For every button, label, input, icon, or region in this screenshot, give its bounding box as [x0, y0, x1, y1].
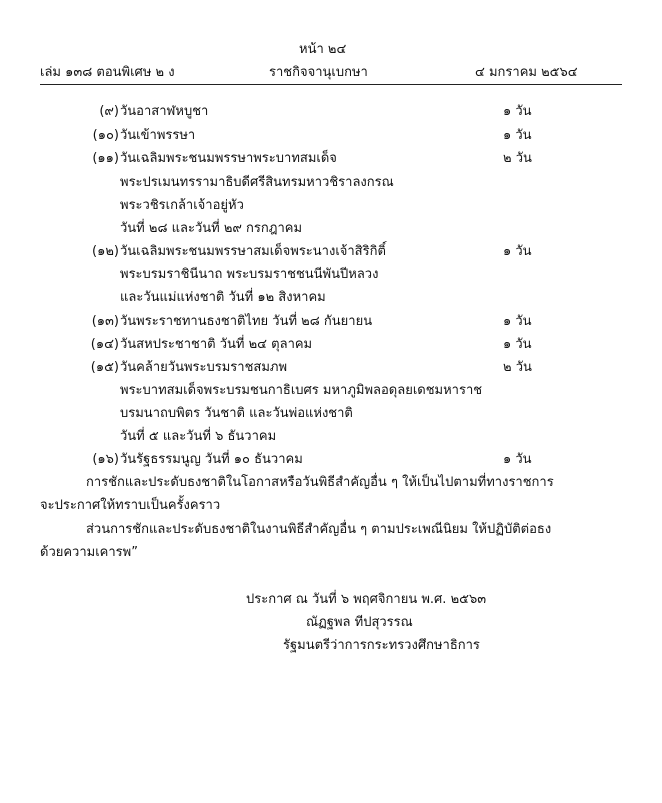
item-number: (๙) [99, 104, 119, 119]
item-continuation: พระปรเมนทรรามาธิบดีศรีสินทรมหาวชิราลงกรณ [120, 175, 394, 190]
item-number: (๑๑) [92, 151, 119, 166]
item-text: วันพระราชทานธงชาติไทย วันที่ ๒๘ กันยายน [120, 314, 373, 329]
item-number: (๑๖) [92, 452, 119, 467]
gazette-title: ราชกิจจานุเบกษา [269, 65, 368, 80]
item-continuation: วันที่ ๕ และวันที่ ๖ ธันวาคม [120, 429, 277, 444]
issue-date: ๔ มกราคม ๒๕๖๔ [475, 65, 578, 80]
item-continuation: พระบาทสมเด็จพระบรมชนกาธิเบศร มหาภูมิพลอดุลยเดชมหาราช [120, 383, 483, 398]
signatory-position: รัฐมนตรีว่าการกระทรวงศึกษาธิการ [283, 638, 480, 653]
item-days: ๑ วัน [503, 244, 532, 259]
item-text: วันรัฐธรรมนูญ วันที่ ๑๐ ธันวาคม [120, 452, 303, 467]
announcement-date: ประกาศ ณ วันที่ ๖ พฤศจิกายน พ.ศ. ๒๕๖๓ [246, 592, 487, 607]
item-days: ๒ วัน [503, 360, 532, 375]
paragraph-line: ส่วนการชักและประดับธงชาติในงานพิธีสำคัญอื่น ๆ ตามประเพณีนิยม ให้ปฏิบัติต่อธง [86, 522, 552, 537]
header-divider [40, 84, 622, 85]
item-days: ๑ วัน [503, 337, 532, 352]
item-days: ๑ วัน [503, 128, 532, 143]
paragraph-line: ด้วยความเคารพ” [40, 545, 138, 560]
item-continuation: วันที่ ๒๘ และวันที่ ๒๙ กรกฎาคม [120, 221, 303, 236]
item-number: (๑๐) [92, 128, 119, 143]
item-days: ๒ วัน [503, 151, 532, 166]
item-days: ๑ วัน [503, 314, 532, 329]
item-days: ๑ วัน [503, 452, 532, 467]
item-text: วันคล้ายวันพระบรมราชสมภพ [120, 360, 288, 375]
item-number: (๑๓) [91, 314, 119, 329]
item-text: วันเฉลิมพระชนมพรรษาสมเด็จพระนางเจ้าสิริกิติ์ [120, 244, 386, 259]
item-continuation: และวันแม่แห่งชาติ วันที่ ๑๒ สิงหาคม [120, 290, 326, 305]
paragraph-line: จะประกาศให้ทราบเป็นครั้งคราว [40, 498, 221, 513]
item-number: (๑๕) [90, 360, 119, 375]
item-number: (๑๔) [90, 337, 119, 352]
volume-info: เล่ม ๑๓๘ ตอนพิเศษ ๒ ง [40, 65, 175, 80]
item-text: วันอาสาฬหบูชา [120, 104, 209, 119]
signatory-name: ณัฏฐพล ทีปสุวรรณ [306, 615, 413, 630]
item-text: วันสหประชาชาติ วันที่ ๒๔ ตุลาคม [120, 337, 313, 352]
item-days: ๑ วัน [503, 104, 532, 119]
page-number: หน้า ๒๔ [299, 42, 347, 57]
paragraph-line: การชักและประดับธงชาติในโอกาสหรือวันพิธีสำคัญอื่น ๆ ให้เป็นไปตามที่ทางราชการ [86, 475, 554, 490]
item-text: วันเข้าพรรษา [120, 128, 196, 143]
item-continuation: พระวชิรเกล้าเจ้าอยู่หัว [120, 198, 244, 213]
item-number: (๑๒) [92, 244, 119, 259]
item-continuation: บรมนาถบพิตร วันชาติ และวันพ่อแห่งชาติ [120, 406, 353, 421]
item-text: วันเฉลิมพระชนมพรรษาพระบาทสมเด็จ [120, 151, 337, 166]
item-continuation: พระบรมราชินีนาถ พระบรมราชชนนีพันปีหลวง [120, 267, 379, 282]
